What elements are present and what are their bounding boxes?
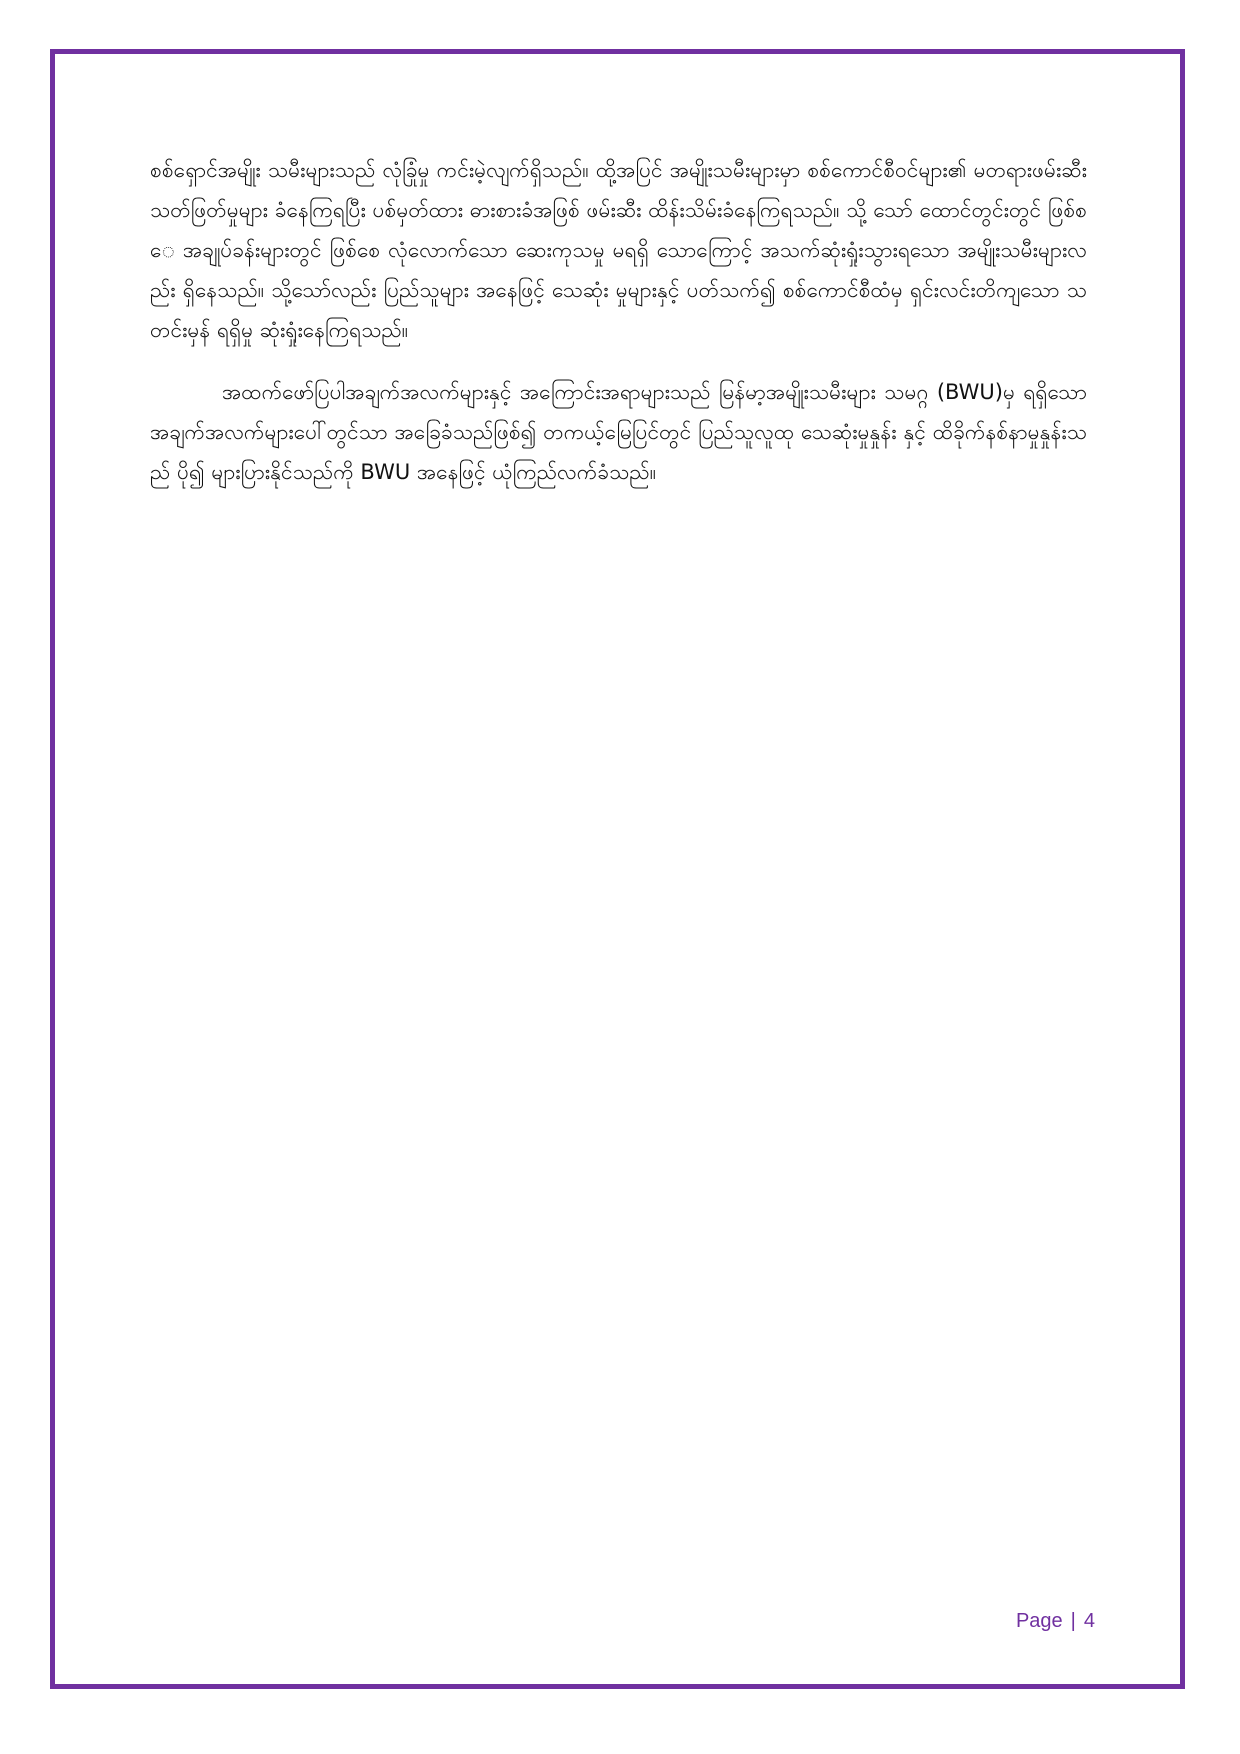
page-footer — [1016, 1610, 1095, 1633]
page-label: Page — [1015, 1610, 1063, 1632]
document-body — [150, 150, 1087, 514]
paragraph-2: အထက်ဖော်ပြပါအချက်အလက်များနှင့် အကြောင်းအရာများသည် မြန်မာ့အမျိုးသမီးများ သမဂ္ဂ (BWU)မှ ရရှိသော အချက်အလက်များပေါ်တွင်သာ အခြေခံသည်ဖြစ်၍ တကယ့်မြေပြင်တွင် ပြည်သူလူထု သေဆုံးမှုနှုန်း နှင့် ထိခိုက်နစ်နာမှုနှုန်းသည် ပို၍ များပြားနိုင်သည်ကို BWU အနေဖြင့် ယုံကြည်လက်ခံသည်။ — [150, 380, 1087, 484]
page-number: 4 — [1083, 1610, 1095, 1632]
paragraph-1: စစ်ရှောင်အမျိုး သမီးများသည် လုံခြုံမှု ကင်းမဲ့လျက်ရှိသည်။ ထို့အပြင် အမျိုးသမီးများမှာ စစ်ကောင်စီဝင်များ၏ မတရားဖမ်းဆီး သတ်ဖြတ်မှုများ ခံနေကြရပြီး ပစ်မှတ်ထား ဓားစားခံအဖြစ် ဖမ်းဆီး ထိန်းသိမ်းခံနေကြရသည်။ သို့ သော် ထောင်တွင်းတွင် ဖြစ်စေ အချုပ်ခန်းများတွင် ဖြစ်စေ လုံလောက်သော ဆေးကုသမှု မရရှိ သောကြောင့် အသက်ဆုံးရှုံးသွားရသော အမျိုးသမီးများလည်း ရှိနေသည်။ သို့သော်လည်း ပြည်သူများ အနေဖြင့် သေဆုံး မှုများနှင့် ပတ်သက်၍ စစ်ကောင်စီထံမှ ရှင်းလင်းတိကျသော သတင်းမှန် ရရှိမှု ဆုံးရှုံးနေကြရသည်။ — [150, 158, 1087, 342]
page-separator: | — [1070, 1610, 1076, 1632]
